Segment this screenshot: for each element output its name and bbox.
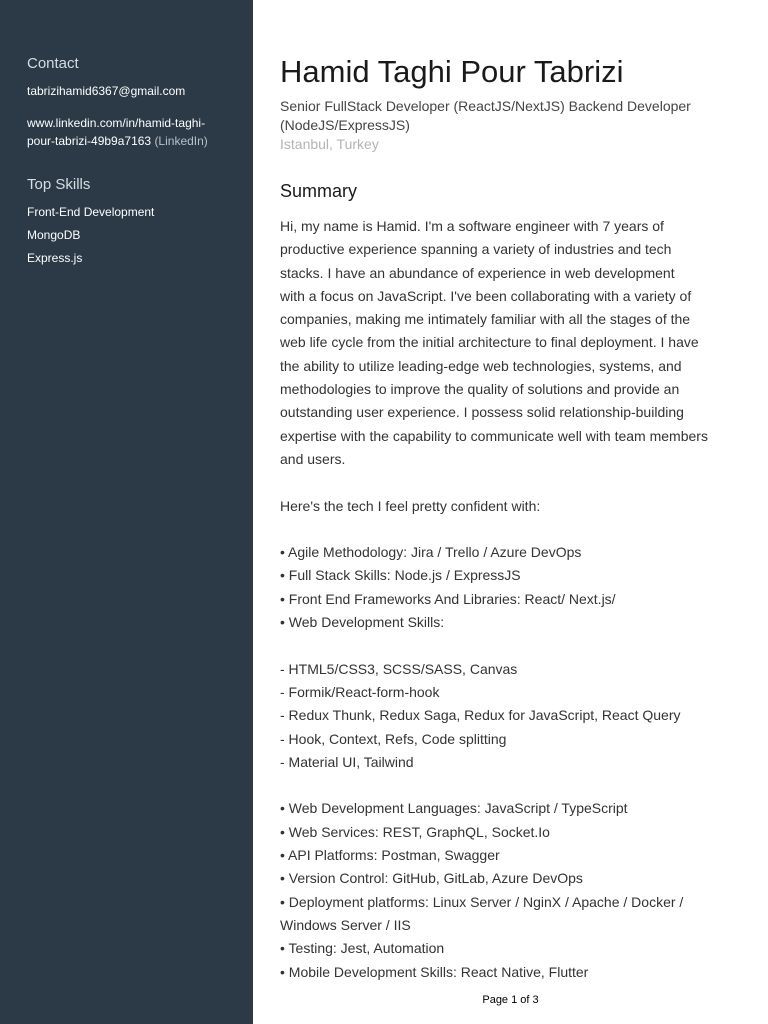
summary-line: • Mobile Development Skills: React Native, Flutter [280, 963, 589, 980]
summary-line [280, 471, 750, 494]
summary-line: stacks. I have an abundance of experience in web development [280, 264, 675, 281]
summary-line: outstanding user experience. I possess solid relationship-building [280, 404, 684, 421]
summary-line: and users. [280, 450, 346, 467]
email-link[interactable]: tabrizihamid6367@gmail.com [27, 84, 186, 98]
summary-line: Here's the tech I feel pretty confident with: [280, 497, 541, 514]
summary-line: - Redux Thunk, Redux Saga, Redux for JavaScript, React Query [280, 707, 681, 724]
summary-line: • Testing: Jest, Automation [280, 940, 445, 957]
location: Istanbul, Turkey [280, 136, 379, 152]
summary-line: Hi, my name is Hamid. I'm a software engineer with 7 years of [280, 218, 664, 234]
candidate-name: Hamid Taghi Pour Tabrizi [280, 54, 624, 89]
headline: Senior FullStack Developer (ReactJS/NextJS) Backend Developer (NodeJS/ExpressJS) [280, 98, 691, 133]
summary-line: - Formik/React-form-hook [280, 683, 440, 700]
skill-item: MongoDB [27, 228, 81, 242]
summary-line: - Material UI, Tailwind [280, 753, 414, 770]
summary-line: - Hook, Context, Refs, Code splitting [280, 730, 507, 747]
contact-heading: Contact [27, 55, 79, 72]
summary-line: expertise with the capability to communicate well with team members [280, 427, 708, 444]
linkedin-url-line2: pour-tabrizi-49b9a7163 [27, 134, 152, 148]
summary-line: • Agile Methodology: Jira / Trello / Azure DevOps [280, 544, 582, 561]
summary-line: with a focus on JavaScript. I've been collaborating with a variety of [280, 287, 692, 304]
summary-line: • Web Services: REST, GraphQL, Socket.Io [280, 823, 550, 840]
summary-line: • Web Development Languages: JavaScript / TypeScript [280, 800, 628, 817]
summary-line: the ability to utilize leading-edge web technologies, systems, and [280, 357, 682, 374]
summary-line: • API Platforms: Postman, Swagger [280, 847, 500, 864]
summary-line: • Web Development Skills: [280, 614, 445, 631]
summary-line: • Full Stack Skills: Node.js / ExpressJS [280, 567, 521, 584]
summary-line: Windows Server / IIS [280, 916, 411, 933]
linkedin-label: (LinkedIn) [154, 134, 208, 148]
page-number: Page 1 of 3 [482, 994, 539, 1006]
skill-item: Front-End Development [27, 205, 155, 219]
summary-line [280, 518, 750, 541]
linkedin-url-line1: www.linkedin.com/in/hamid-taghi- [27, 116, 206, 130]
summary-line: companies, making me intimately familiar with all the stages of the [280, 311, 691, 328]
skill-item: Express.js [27, 251, 83, 265]
summary-line: methodologies to improve the quality of solutions and provide an [280, 381, 680, 398]
summary-line [280, 634, 750, 657]
summary-body [280, 215, 750, 984]
top-skills-heading: Top Skills [27, 176, 91, 193]
sidebar [0, 0, 253, 1024]
summary-line: productive experience spanning a variety of industries and tech [280, 241, 672, 258]
summary-line [280, 774, 750, 797]
linkedin-link[interactable] [27, 114, 242, 150]
summary-line: • Front End Frameworks And Libraries: React/ Next.js/ [280, 590, 616, 607]
summary-line: • Version Control: GitHub, GitLab, Azure DevOps [280, 870, 583, 887]
summary-line: - HTML5/CSS3, SCSS/SASS, Canvas [280, 660, 518, 677]
summary-title: Summary [280, 181, 358, 201]
summary-line: • Deployment platforms: Linux Server / NginX / Apache / Docker / [280, 893, 684, 910]
summary-line: web life cycle from the initial architecture to final deployment. I have [280, 334, 699, 351]
